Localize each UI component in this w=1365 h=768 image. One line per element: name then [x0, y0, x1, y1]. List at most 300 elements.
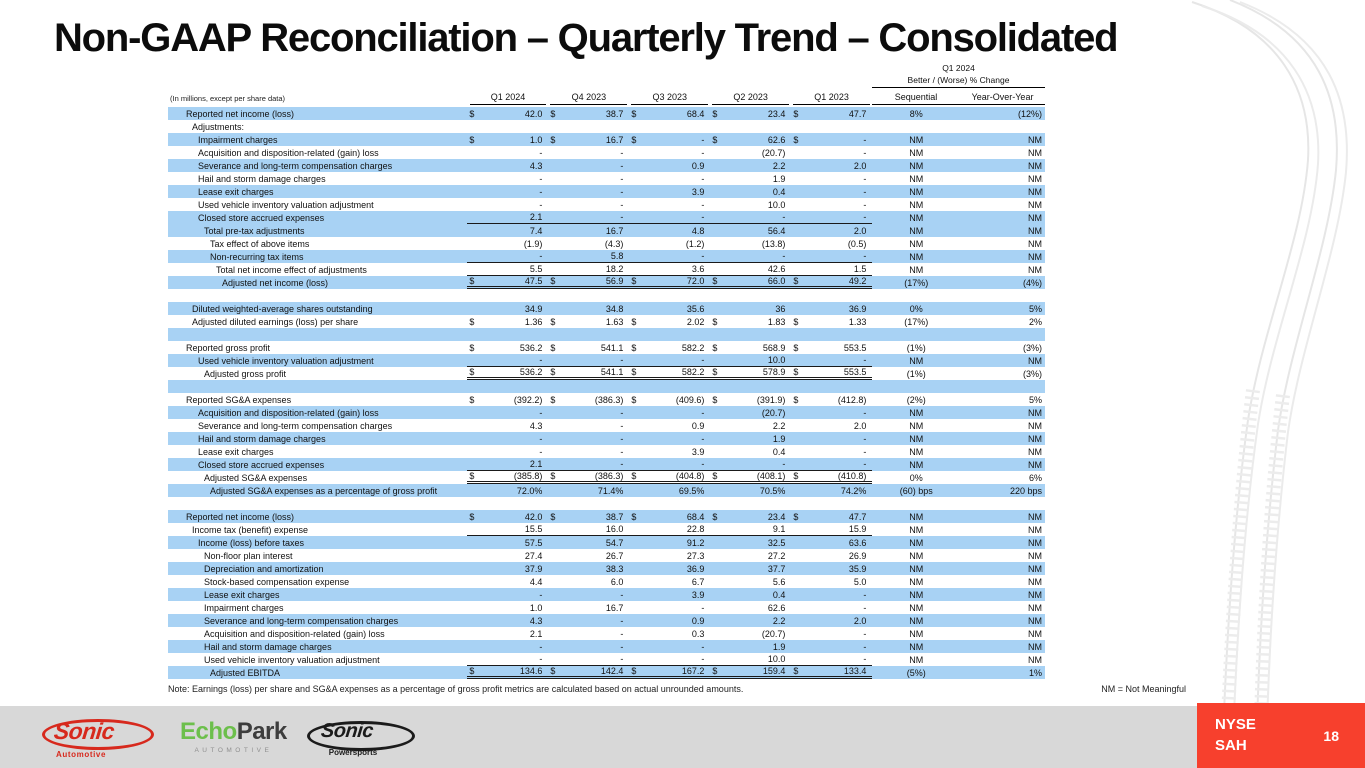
- row-values: [467, 627, 872, 640]
- row-yoy-change: (3%): [1022, 368, 1042, 379]
- change-header-row-2: [168, 75, 1045, 88]
- row-yoy-change: NM: [1028, 628, 1042, 639]
- table-row: [168, 380, 1045, 393]
- row-yoy-change: NM: [1028, 446, 1042, 457]
- table-row: [168, 614, 1045, 627]
- row-yoy-change: NM: [1027, 524, 1042, 535]
- echopark-wordmark: [180, 720, 287, 744]
- value-cell: -: [863, 641, 867, 652]
- row-label: Income (loss) before taxes: [198, 537, 305, 548]
- row-values: [467, 263, 872, 276]
- value-cell: 27.4: [524, 550, 543, 561]
- value-cell: -: [539, 355, 543, 365]
- echopark-logo: [180, 716, 287, 760]
- value-cell: $ 1.0: [469, 134, 543, 145]
- row-sequential-change: NM: [909, 524, 924, 535]
- row-label: Acquisition and disposition-related (gain) loss: [198, 407, 379, 418]
- row-values: [467, 471, 872, 484]
- table-row: [168, 666, 1045, 679]
- row-sequential-change: NM: [909, 589, 924, 600]
- value-cell: $ (392.2): [469, 394, 543, 405]
- tire-tracks-graphic: [1125, 0, 1365, 768]
- table-row: [168, 562, 1045, 575]
- table-row: [168, 198, 1045, 211]
- echopark-word-echo: Echo: [180, 718, 237, 745]
- row-sequential-change: (17%): [904, 316, 929, 327]
- row-label: Adjusted diluted earnings (loss) per share: [192, 316, 359, 327]
- value-cell: 9.1: [772, 524, 786, 534]
- value-cell: $ -: [793, 134, 867, 145]
- value-cell: -: [620, 355, 624, 365]
- value-cell: 10.0: [767, 355, 786, 365]
- row-label: Impairment charges: [204, 602, 284, 613]
- row-values: [467, 523, 872, 536]
- value-cell: -: [539, 173, 543, 184]
- table-row: [168, 640, 1045, 653]
- value-cell: -: [701, 602, 705, 613]
- value-cell: -: [863, 602, 867, 613]
- value-cell: 4.3: [529, 160, 543, 171]
- row-values: [467, 549, 872, 562]
- value-cell: $ 49.2: [793, 276, 867, 286]
- row-values: [467, 237, 872, 250]
- row-values: [467, 315, 872, 328]
- value-cell: -: [701, 199, 705, 210]
- value-cell: [467, 120, 548, 133]
- row-yoy-change: 220 bps: [1009, 485, 1042, 496]
- row-label: Severance and long-term compensation charges: [204, 615, 399, 626]
- row-label: Hail and storm damage charges: [204, 641, 332, 652]
- table-row: [168, 653, 1045, 666]
- row-yoy-change: NM: [1028, 459, 1042, 470]
- value-cell: -: [539, 641, 543, 652]
- slide-title: Non-GAAP Reconciliation – Quarterly Trend – Consolidated: [54, 16, 1118, 60]
- value-cell: 35.9: [848, 563, 867, 574]
- table-row: [168, 497, 1045, 510]
- value-cell: 18.2: [605, 264, 624, 274]
- row-label: Impairment charges: [198, 134, 278, 145]
- row-yoy-change: NM: [1028, 602, 1042, 613]
- row-sequential-change: NM: [909, 563, 924, 574]
- row-yoy-change: NM: [1028, 173, 1042, 184]
- value-cell: -: [539, 433, 543, 444]
- row-label: Reported gross profit: [186, 342, 271, 353]
- row-yoy-change: NM: [1028, 134, 1042, 145]
- row-yoy-change: (12%): [1017, 108, 1042, 119]
- table-row: [168, 484, 1045, 497]
- value-cell: -: [701, 355, 705, 365]
- row-label: Hail and storm damage charges: [198, 433, 326, 444]
- value-cell: -: [620, 446, 624, 457]
- value-cell: 34.9: [524, 303, 543, 314]
- value-cell: 0.9: [691, 420, 705, 431]
- row-label: Closed store accrued expenses: [198, 212, 325, 223]
- row-sequential-change: NM: [909, 550, 924, 561]
- value-cell: -: [620, 654, 624, 664]
- row-yoy-change: NM: [1028, 199, 1042, 210]
- value-cell: -: [701, 407, 705, 418]
- change-header-caption: Better / (Worse) % Change: [872, 75, 1045, 88]
- table-row: [168, 458, 1045, 471]
- row-values: [467, 146, 872, 159]
- column-header-q3-2023: Q3 2023: [631, 92, 708, 105]
- value-cell: $ 23.4: [712, 511, 786, 522]
- row-label: Acquisition and disposition-related (gain) loss: [204, 628, 385, 639]
- value-cell: 5.6: [772, 576, 786, 587]
- row-values: [467, 601, 872, 614]
- row-sequential-change: NM: [909, 511, 924, 522]
- table-row: [168, 419, 1045, 432]
- row-values: [467, 458, 872, 471]
- row-values: [468, 328, 873, 341]
- row-yoy-change: 2%: [1028, 316, 1042, 327]
- value-cell: -: [539, 654, 543, 664]
- header-spacer: [168, 63, 872, 75]
- table-row: [168, 328, 1045, 341]
- row-sequential-change: NM: [909, 134, 924, 145]
- row-values: [467, 354, 872, 367]
- row-values: [467, 614, 872, 627]
- value-cell: $ 134.6: [469, 666, 543, 676]
- row-sequential-change: (1%): [906, 368, 926, 379]
- row-yoy-change: NM: [1028, 420, 1042, 431]
- row-label: Non-floor plan interest: [204, 550, 293, 561]
- value-cell: 37.9: [524, 563, 543, 574]
- row-yoy-change: 5%: [1028, 394, 1042, 405]
- value-cell: 3.6: [691, 264, 705, 274]
- ticker-box: [1197, 703, 1365, 768]
- row-sequential-change: NM: [909, 407, 924, 418]
- value-cell: -: [863, 589, 867, 600]
- value-cell: -: [863, 446, 867, 457]
- value-cell: 32.5: [767, 537, 786, 548]
- value-cell: -: [620, 186, 624, 197]
- row-sequential-change: (2%): [906, 394, 926, 405]
- value-cell: $ (404.8): [631, 471, 705, 481]
- row-values: [467, 367, 872, 380]
- sonic-sub-label: Automotive: [56, 750, 106, 759]
- row-label: Reported SG&A expenses: [186, 394, 292, 405]
- value-cell: $ 47.7: [793, 511, 867, 522]
- value-cell: 36.9: [686, 563, 705, 574]
- table-row: [168, 406, 1045, 419]
- logo-group: [42, 716, 419, 760]
- row-sequential-change: NM: [909, 212, 924, 223]
- value-cell: -: [701, 433, 705, 444]
- row-label: Adjusted SG&A expenses as a percentage of gross profit: [210, 485, 438, 496]
- row-values: [467, 120, 872, 133]
- column-header-q2-2023: Q2 2023: [712, 92, 789, 105]
- row-label: Severance and long-term compensation charges: [198, 420, 393, 431]
- value-cell: $ 47.5: [469, 276, 543, 286]
- value-cell: $ -: [631, 134, 705, 145]
- row-label: Diluted weighted-average shares outstanding: [192, 303, 373, 314]
- table-row: [168, 237, 1045, 250]
- row-yoy-change: NM: [1028, 615, 1042, 626]
- value-cell: 2.1: [529, 628, 543, 639]
- table-row: [168, 627, 1045, 640]
- value-cell: -: [701, 459, 705, 469]
- table-row: [168, 289, 1045, 302]
- value-cell: -: [863, 433, 867, 444]
- page-number: 18: [1323, 727, 1339, 744]
- row-sequential-change: NM: [909, 537, 924, 548]
- row-values: [467, 536, 872, 549]
- table-row: [168, 146, 1045, 159]
- row-values: [467, 198, 872, 211]
- value-cell: 2.1: [529, 459, 543, 469]
- value-cell: -: [863, 251, 867, 261]
- table-row: [168, 354, 1045, 367]
- ticker-symbol: [1197, 715, 1323, 756]
- value-cell: 16.0: [605, 524, 624, 534]
- row-label: Acquisition and disposition-related (gain) loss: [198, 147, 379, 158]
- value-cell: $ 62.6: [712, 134, 786, 145]
- row-sequential-change: NM: [909, 641, 924, 652]
- value-cell: $ 16.7: [550, 134, 624, 145]
- table-row: [168, 120, 1045, 133]
- value-cell: $ 553.5: [793, 367, 867, 377]
- table-row: [168, 367, 1045, 380]
- row-yoy-change: NM: [1028, 537, 1042, 548]
- row-values: [467, 133, 872, 146]
- value-cell: $ (408.1): [712, 471, 786, 481]
- value-cell: $ 582.2: [631, 367, 705, 377]
- value-cell: 5.8: [610, 251, 624, 261]
- change-header-row-1: [168, 63, 1045, 75]
- value-cell: 4.4: [529, 576, 543, 587]
- row-values: [467, 276, 872, 289]
- value-cell: 37.7: [767, 563, 786, 574]
- value-cell: 0.9: [691, 160, 705, 171]
- value-cell: 74.2%: [840, 485, 867, 496]
- value-cell: $ 1.36: [469, 316, 543, 327]
- value-cell: $ (410.8): [793, 471, 867, 481]
- row-yoy-change: NM: [1028, 641, 1042, 652]
- value-cell: $ (391.9): [712, 394, 786, 405]
- value-cell: $ (409.6): [631, 394, 705, 405]
- sonic-automotive-logo: [42, 716, 160, 760]
- value-cell: 4.3: [529, 420, 543, 431]
- value-cell: $ 68.4: [631, 511, 705, 522]
- value-cell: $ 38.7: [550, 108, 624, 119]
- sonic-powersports-logo: [307, 716, 419, 760]
- row-values: [467, 224, 872, 237]
- row-label: Stock-based compensation expense: [204, 576, 350, 587]
- row-values: [467, 185, 872, 198]
- value-cell: $ 578.9: [712, 367, 786, 377]
- value-cell: $ (386.3): [550, 471, 624, 481]
- row-label: Reported net income (loss): [186, 108, 295, 119]
- value-cell: (13.8): [761, 238, 786, 249]
- value-cell: -: [539, 407, 543, 418]
- value-cell: $ 553.5: [793, 342, 867, 353]
- value-cell: 35.6: [686, 303, 705, 314]
- value-cell: -: [620, 407, 624, 418]
- row-values: [467, 640, 872, 653]
- value-cell: -: [863, 459, 867, 469]
- value-cell: $ 23.4: [712, 108, 786, 119]
- row-yoy-change: NM: [1028, 576, 1042, 587]
- row-values: [467, 211, 872, 224]
- row-sequential-change: NM: [909, 199, 924, 210]
- row-yoy-change: (4%): [1022, 277, 1042, 288]
- value-cell: 3.9: [691, 589, 705, 600]
- value-cell: -: [539, 147, 543, 158]
- value-cell: $ (385.8): [469, 471, 543, 481]
- row-yoy-change: NM: [1028, 160, 1042, 171]
- row-values: [467, 588, 872, 601]
- value-cell: 1.5: [853, 264, 867, 274]
- row-label: Used vehicle inventory valuation adjustment: [198, 199, 374, 210]
- value-cell: 1.0: [529, 602, 543, 613]
- value-cell: -: [620, 589, 624, 600]
- row-sequential-change: NM: [909, 602, 924, 613]
- value-cell: 5.5: [529, 264, 543, 274]
- row-sequential-change: (17%): [904, 277, 929, 288]
- value-cell: -: [701, 212, 705, 222]
- value-cell: -: [620, 615, 624, 626]
- table-row: [168, 276, 1045, 289]
- footnote-row: [168, 684, 1186, 694]
- row-values: [468, 289, 873, 302]
- value-cell: -: [620, 433, 624, 444]
- footnote: Note: Earnings (loss) per share and SG&A expenses as a percentage of gross profit metrics are calculated based on actual unrounded amounts.: [168, 684, 744, 694]
- row-label: Used vehicle inventory valuation adjustment: [198, 355, 374, 366]
- row-yoy-change: NM: [1028, 147, 1042, 158]
- value-cell: -: [539, 186, 543, 197]
- value-cell: 72.0%: [516, 485, 543, 496]
- value-cell: 0.3: [691, 628, 705, 639]
- value-cell: -: [620, 147, 624, 158]
- value-cell: $ 133.4: [793, 666, 867, 676]
- row-values: [467, 445, 872, 458]
- value-cell: $ 568.9: [712, 342, 786, 353]
- row-label: Lease exit charges: [198, 446, 274, 457]
- row-sequential-change: NM: [909, 264, 924, 275]
- value-cell: 2.1: [529, 212, 543, 222]
- value-cell: 15.5: [524, 524, 543, 534]
- row-label: Lease exit charges: [204, 589, 280, 600]
- value-cell: 91.2: [686, 537, 705, 548]
- value-cell: 4.3: [529, 615, 543, 626]
- table-row: [168, 185, 1045, 198]
- value-cell: 36.9: [848, 303, 867, 314]
- row-values: [467, 562, 872, 575]
- value-cell: 6.0: [610, 576, 624, 587]
- header-spacer: [168, 75, 872, 88]
- value-cell: -: [620, 420, 624, 431]
- column-header-q1-2024: Q1 2024: [470, 92, 547, 105]
- row-sequential-change: NM: [909, 173, 924, 184]
- value-cell: 15.9: [848, 524, 867, 534]
- sonic-wordmark: Sonic: [52, 718, 116, 744]
- value-cell: -: [701, 147, 705, 158]
- row-sequential-change: NM: [909, 147, 924, 158]
- value-cell: 27.3: [686, 550, 705, 561]
- value-cell: $ 142.4: [550, 666, 624, 676]
- value-cell: $ 582.2: [631, 342, 705, 353]
- value-cell: 6.7: [691, 576, 705, 587]
- value-cell: 38.3: [605, 563, 624, 574]
- value-cell: -: [539, 446, 543, 457]
- value-cell: -: [620, 199, 624, 210]
- row-values: [467, 510, 872, 523]
- row-values: [467, 393, 872, 406]
- value-cell: -: [701, 251, 705, 261]
- value-cell: -: [620, 160, 624, 171]
- value-cell: $ 56.9: [550, 276, 624, 286]
- row-sequential-change: NM: [909, 446, 924, 457]
- row-yoy-change: NM: [1028, 186, 1042, 197]
- table-row: [168, 549, 1045, 562]
- row-yoy-change: NM: [1028, 251, 1042, 262]
- value-cell: -: [539, 251, 543, 261]
- row-values: [467, 575, 872, 588]
- row-yoy-change: 5%: [1028, 303, 1042, 314]
- row-sequential-change: NM: [909, 186, 924, 197]
- row-sequential-change: 8%: [909, 108, 923, 119]
- value-cell: 16.7: [605, 225, 624, 236]
- value-cell: -: [701, 641, 705, 652]
- value-cell: 2.2: [772, 615, 786, 626]
- value-cell: (20.7): [761, 147, 786, 158]
- value-cell: 0.4: [772, 186, 786, 197]
- value-cell: 2.0: [853, 420, 867, 431]
- powersports-sub-label: Powersports: [328, 748, 378, 757]
- value-cell: -: [863, 628, 867, 639]
- row-label: Income tax (benefit) expense: [192, 524, 309, 535]
- value-cell: $ 66.0: [712, 276, 786, 286]
- column-header-q4-2023: Q4 2023: [550, 92, 627, 105]
- row-sequential-change: NM: [909, 251, 924, 262]
- row-label: Tax effect of above items: [210, 238, 310, 249]
- row-sequential-change: NM: [909, 615, 924, 626]
- row-label: Lease exit charges: [198, 186, 274, 197]
- change-header-period: Q1 2024: [942, 63, 975, 73]
- value-cell: 3.9: [691, 186, 705, 197]
- value-cell: 10.0: [767, 199, 786, 210]
- value-cell: -: [701, 173, 705, 184]
- value-cell: (1.2): [685, 238, 705, 249]
- value-cell: $ 1.63: [550, 316, 624, 327]
- table-row: [168, 172, 1045, 185]
- row-values: [467, 406, 872, 419]
- row-sequential-change: NM: [909, 355, 924, 366]
- value-cell: 71.4%: [597, 485, 624, 496]
- value-cell: $ 72.0: [631, 276, 705, 286]
- footer-bar: [0, 706, 1365, 768]
- value-cell: -: [863, 407, 867, 418]
- table-row: [168, 536, 1045, 549]
- table-row: [168, 601, 1045, 614]
- table-row: [168, 510, 1045, 523]
- row-sequential-change: NM: [909, 628, 924, 639]
- value-cell: -: [863, 173, 867, 184]
- row-yoy-change: (3%): [1022, 342, 1042, 353]
- change-columns-header: [872, 92, 1045, 105]
- value-cell: 1.9: [772, 433, 786, 444]
- table-row: [168, 471, 1045, 484]
- row-values: [467, 172, 872, 185]
- value-cell: -: [620, 212, 624, 222]
- column-header-q1-2023: Q1 2023: [793, 92, 870, 105]
- row-values: [468, 380, 873, 393]
- row-values: [467, 250, 872, 263]
- row-values: [467, 653, 872, 666]
- value-cell: -: [863, 355, 867, 365]
- value-cell: -: [782, 212, 786, 222]
